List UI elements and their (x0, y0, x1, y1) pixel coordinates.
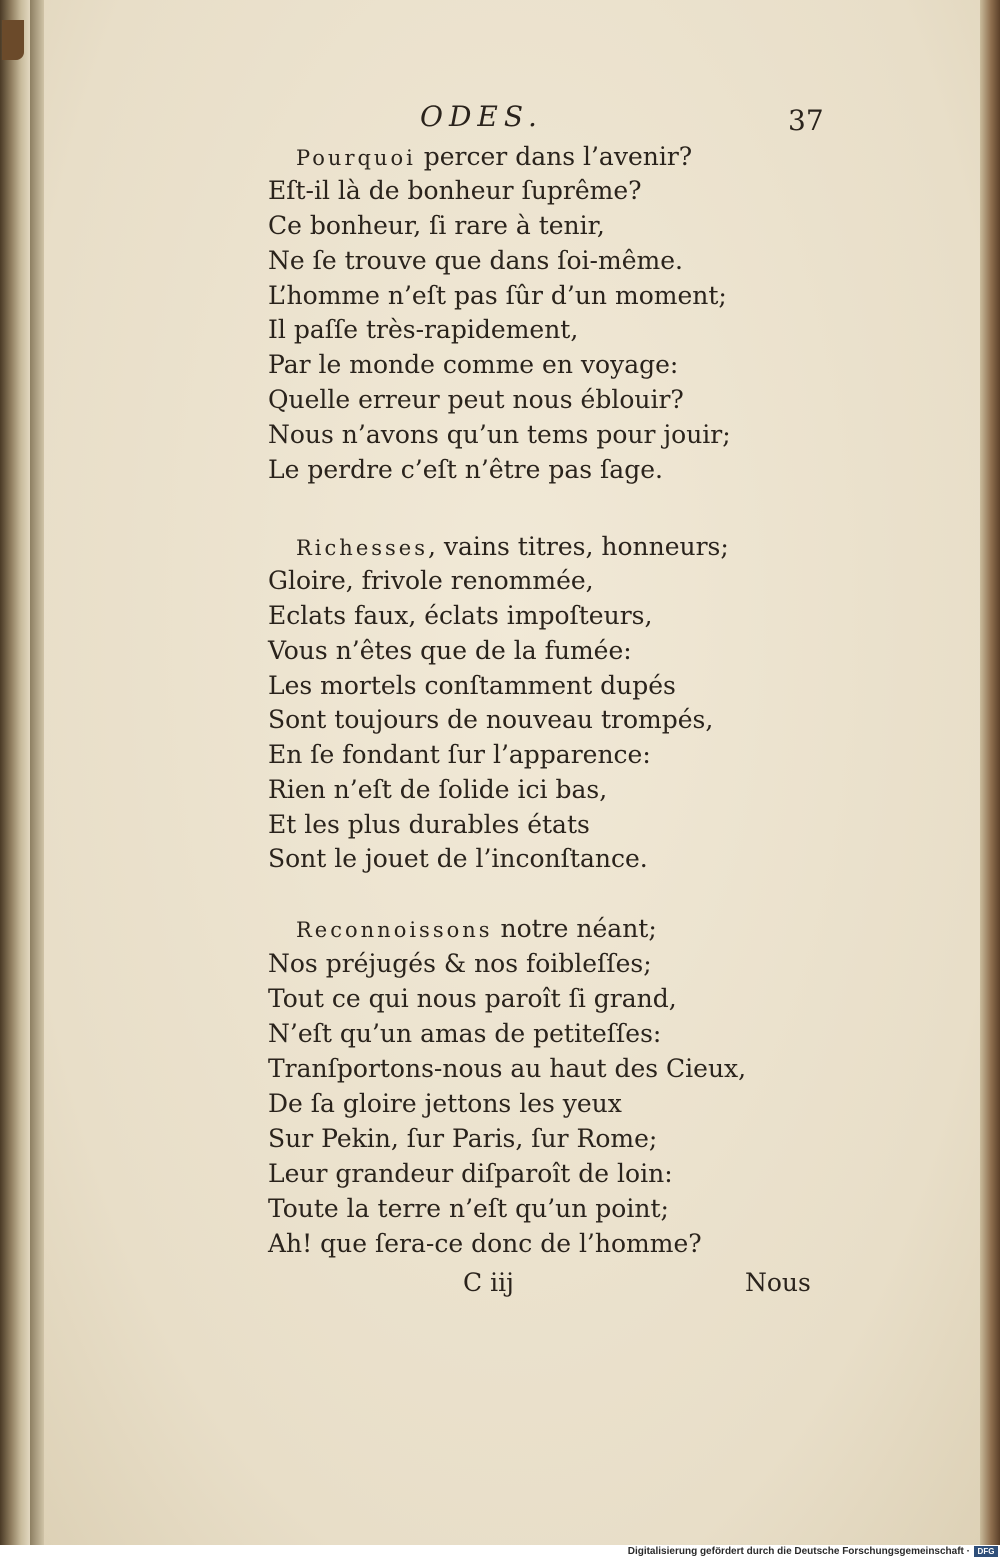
poem-line: Ah! que ſera-ce donc de l’homme? (268, 1229, 702, 1258)
stanza-first-line (296, 530, 729, 565)
stanza-first-line (296, 140, 692, 175)
running-title: ODES. (420, 100, 543, 133)
poem-line: N’eſt qu’un amas de petiteſſes: (268, 1019, 662, 1048)
poem-line: Ce bonheur, ſi rare à tenir, (268, 211, 605, 240)
stanza-first-word: Pourquoi (296, 146, 416, 170)
page-gutter (30, 0, 44, 1545)
stanza-first-line (296, 912, 657, 947)
poem-line: Les mortels conſtamment dupés (268, 671, 676, 700)
poem-line: Tout ce qui nous paroît ſi grand, (268, 984, 677, 1013)
poem-line: Tranſportons-nous au haut des Cieux, (268, 1054, 747, 1083)
digitization-footer (0, 1545, 1000, 1558)
poem-line: Sur Pekin, ſur Paris, ſur Rome; (268, 1124, 658, 1153)
poem-line: Quelle erreur peut nous éblouir? (268, 385, 684, 414)
poem-line: Sont toujours de nouveau trompés, (268, 705, 714, 734)
poem-line: De ſa gloire jettons les yeux (268, 1089, 622, 1118)
poem-line: Par le monde comme en voyage: (268, 350, 679, 379)
catchword: Nous (745, 1268, 811, 1297)
first-line-rest: , vains titres, honneurs; (428, 532, 729, 561)
page-number: 37 (788, 104, 824, 137)
stanza-first-word: Richesses (296, 536, 428, 560)
poem-line: Vous n’êtes que de la fumée: (268, 636, 632, 665)
poem-line: Nos préjugés & nos foibleſſes; (268, 949, 652, 978)
digitization-note: Digitalisierung gefördert durch die Deutsche Forschungsgemeinschaft · (627, 1546, 970, 1557)
poem-line: Il paſſe très-rapidement, (268, 315, 579, 344)
poem-line: L’homme n’eſt pas ſûr d’un moment; (268, 281, 727, 310)
poem-line: En ſe fondant ſur l’apparence: (268, 740, 651, 769)
signature-mark: C iij (463, 1268, 514, 1297)
dfg-logo-icon: DFG (974, 1546, 998, 1557)
poem-line: Eclats faux, éclats impoſteurs, (268, 601, 653, 630)
poem-line: Leur grandeur diſparoît de loin: (268, 1159, 673, 1188)
poem-line: Rien n’eſt de ſolide ici bas, (268, 775, 608, 804)
binding-edge (2, 20, 24, 60)
poem-line: Sont le jouet de l’inconſtance. (268, 844, 648, 873)
left-page-edge (0, 0, 30, 1545)
poem-line: Ne ſe trouve que dans ſoi-même. (268, 246, 683, 275)
right-page-edge (980, 0, 1000, 1545)
poem-line: Eſt-il là de bonheur ſuprême? (268, 176, 642, 205)
poem-line: Le perdre c’eſt n’être pas ſage. (268, 455, 663, 484)
poem-line: Toute la terre n’eſt qu’un point; (268, 1194, 669, 1223)
first-line-rest: notre néant; (492, 914, 657, 943)
stanza-first-word: Reconnoissons (296, 918, 493, 942)
poem-line: Nous n’avons qu’un tems pour jouir; (268, 420, 731, 449)
first-line-rest: percer dans l’avenir? (415, 142, 693, 171)
poem-line: Et les plus durables états (268, 810, 590, 839)
poem-line: Gloire, frivole renommée, (268, 566, 594, 595)
